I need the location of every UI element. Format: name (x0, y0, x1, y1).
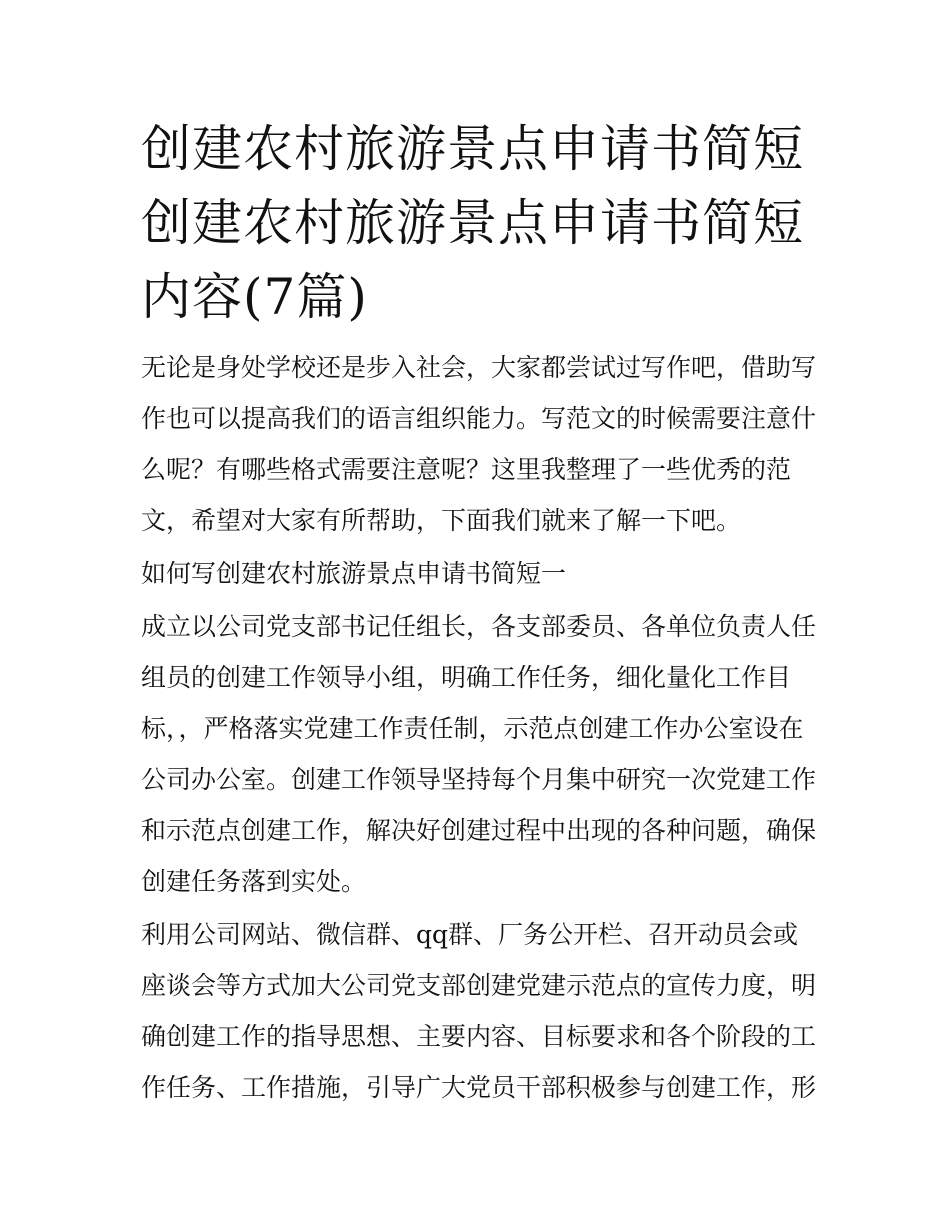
document-body (141, 342, 817, 1113)
text-line: 作也可以提高我们的语言组织能力。写范文的时候需要注意什 (141, 404, 817, 433)
body-paragraph (141, 909, 817, 1113)
intro-paragraph (141, 342, 817, 546)
document-page (141, 112, 817, 1115)
text-line: 和示范点创建工作，解决好创建过程中出现的各种问题，确保 (141, 816, 817, 845)
title-line: 创建农村旅游景点申请书简短 (141, 120, 804, 178)
text-line: 文，希望对大家有所帮助，下面我们就来了解一下吧。 (141, 506, 742, 535)
text-line: 标，，严格落实党建工作责任制，示范点创建工作办公室设在 (141, 714, 804, 743)
text-line: 作任务、工作措施，引导广大党员干部积极参与创建工作，形 (141, 1073, 817, 1102)
body-paragraph (141, 601, 817, 907)
section-heading (141, 548, 813, 599)
text-line: 组员的创建工作领导小组，明确工作任务，细化量化工作目 (141, 663, 792, 692)
text-line: 创建任务落到实处。 (141, 867, 367, 896)
document-title (141, 112, 813, 334)
text-line: 利用公司网站、微信群、qq群、厂务公开栏、召开动员会或 (141, 920, 799, 949)
text-line: 么呢？有哪些格式需要注意呢？这里我整理了一些优秀的范 (141, 455, 792, 484)
text-line: 无论是身处学校还是步入社会，大家都尝试过写作吧，借助写 (141, 353, 817, 382)
title-line: 创建农村旅游景点申请书简短 (141, 194, 804, 252)
text-line: 座谈会等方式加大公司党支部创建党建示范点的宣传力度，明 (141, 971, 817, 1000)
text-line: 确创建工作的指导思想、主要内容、目标要求和各个阶段的工 (141, 1022, 817, 1051)
text-line: 如何写创建农村旅游景点申请书简短一 (141, 559, 567, 588)
text-line: 成立以公司党支部书记任组长，各支部委员、各单位负责人任 (141, 612, 817, 641)
text-line: 公司办公室。创建工作领导坚持每个月集中研究一次党建工作 (141, 765, 817, 794)
title-line: 内容(7篇) (141, 268, 368, 326)
